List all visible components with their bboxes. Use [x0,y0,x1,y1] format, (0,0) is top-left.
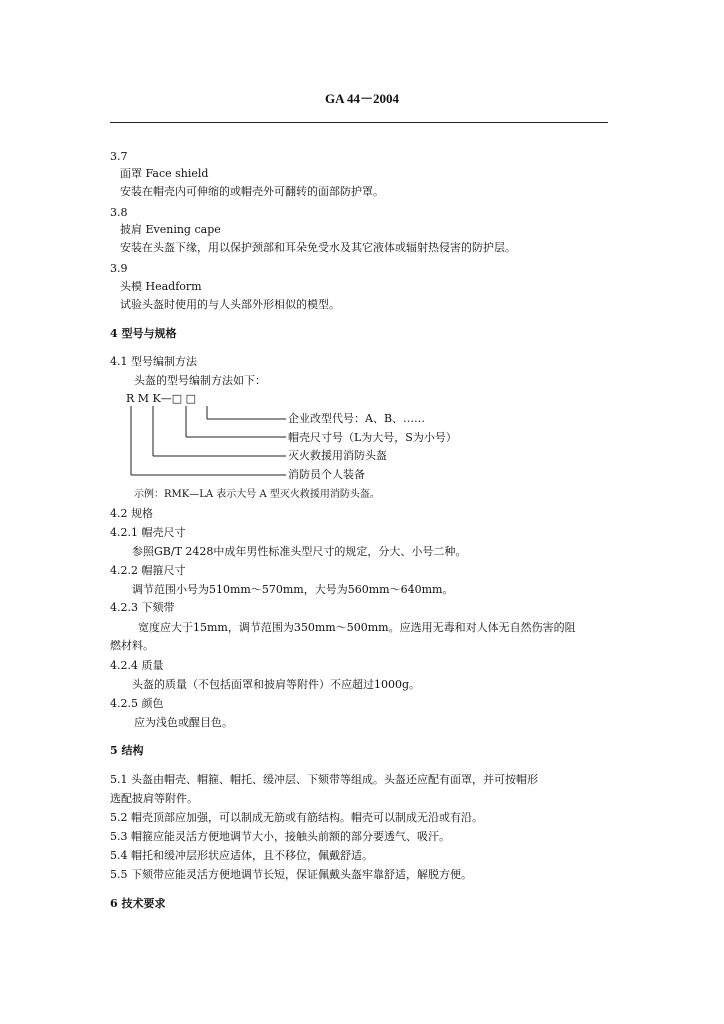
clause-text: 5.1 头盔由帽壳、帽箍、帽托、缓冲层、下颏带等组成。头盔还应配有面罩，并可按帽形 [110,773,538,786]
clause-number: 3.9 [110,262,128,275]
term-evening-cape: 披肩 Evening cape [120,223,221,236]
definition-headform: 试验头盔时使用的与人头部外形相似的模型。 [120,298,340,311]
clause-text: 头盔的质量（不包括面罩和披肩等附件）不应超过1000g。 [132,678,421,691]
model-example: 示例：RMK—LA 表示大号 A 型灭火救援用消防头盔。 [134,489,380,500]
clause-text: 5.4 帽托和缓冲层形状应适体，且不移位，佩戴舒适。 [110,849,373,862]
clause-text: 5.5 下颏带应能灵活方便地调节长短，保证佩戴头盔牢靠舒适，解脱方便。 [110,868,472,881]
term-face-shield: 面罩 Face shield [120,167,209,180]
section-heading: 5 结构 [110,744,144,757]
section-heading: 6 技术要求 [110,897,166,910]
standard-code-header: GA 44－2004 [324,91,400,106]
label-personal-equipment: 消防员个人装备 [288,468,365,481]
label-enterprise-code: 企业改型代号：A、B、…… [288,412,426,425]
clause-text: 宽度应大于15mm，调节范围为350mm～500mm。应选用无毒和对人体无自然伤害的阻 [138,621,576,634]
clause-text: 应为浅色或醒目色。 [134,716,233,729]
clause-text: 5.3 帽箍应能灵活方便地调节大小，接触头前额的部分要透气、吸汗。 [110,830,450,843]
term-headform: 头模 Headform [120,280,202,293]
clause-number: 3.8 [110,206,128,219]
subsection-title: 4.1 型号编制方法 [110,355,197,368]
clause-number: 3.7 [110,150,128,163]
label-shell-size: 帽壳尺寸号（L为大号，S为小号） [288,431,457,444]
clause-title: 4.2.2 帽箍尺寸 [110,564,186,577]
clause-text: 5.2 帽壳顶部应加强，可以制成无筋或有筋结构。帽壳可以制成无沿或有沿。 [110,811,483,824]
clause-title: 4.2.1 帽壳尺寸 [110,526,186,539]
clause-title: 4.2.4 质量 [110,659,164,672]
clause-text: 参照GB/T 2428中成年男性标准头型尺寸的规定，分大、小号二种。 [132,545,467,558]
model-code: R M K—□ □ [126,392,197,405]
clause-text: 调节范围小号为510mm～570mm，大号为560mm～640mm。 [132,583,454,596]
clause-title: 4.2.3 下颏带 [110,601,175,614]
definition-evening-cape: 安装在头盔下缘，用以保护颈部和耳朵免受水及其它液体或辐射热侵害的防护层。 [120,241,516,254]
definition-face-shield: 安装在帽壳内可伸缩的或帽壳外可翻转的面部防护罩。 [120,185,384,198]
section-heading: 4 型号与规格 [110,327,177,340]
clause-text: 燃材料。 [110,639,154,652]
model-intro-text: 头盔的型号编制方法如下： [134,374,266,387]
subsection-title: 4.2 规格 [110,507,153,520]
clause-title: 4.2.5 颜色 [110,697,164,710]
label-firefighting-helmet: 灭火救援用消防头盔 [288,449,387,462]
clause-text: 选配披肩等附件。 [110,792,198,805]
